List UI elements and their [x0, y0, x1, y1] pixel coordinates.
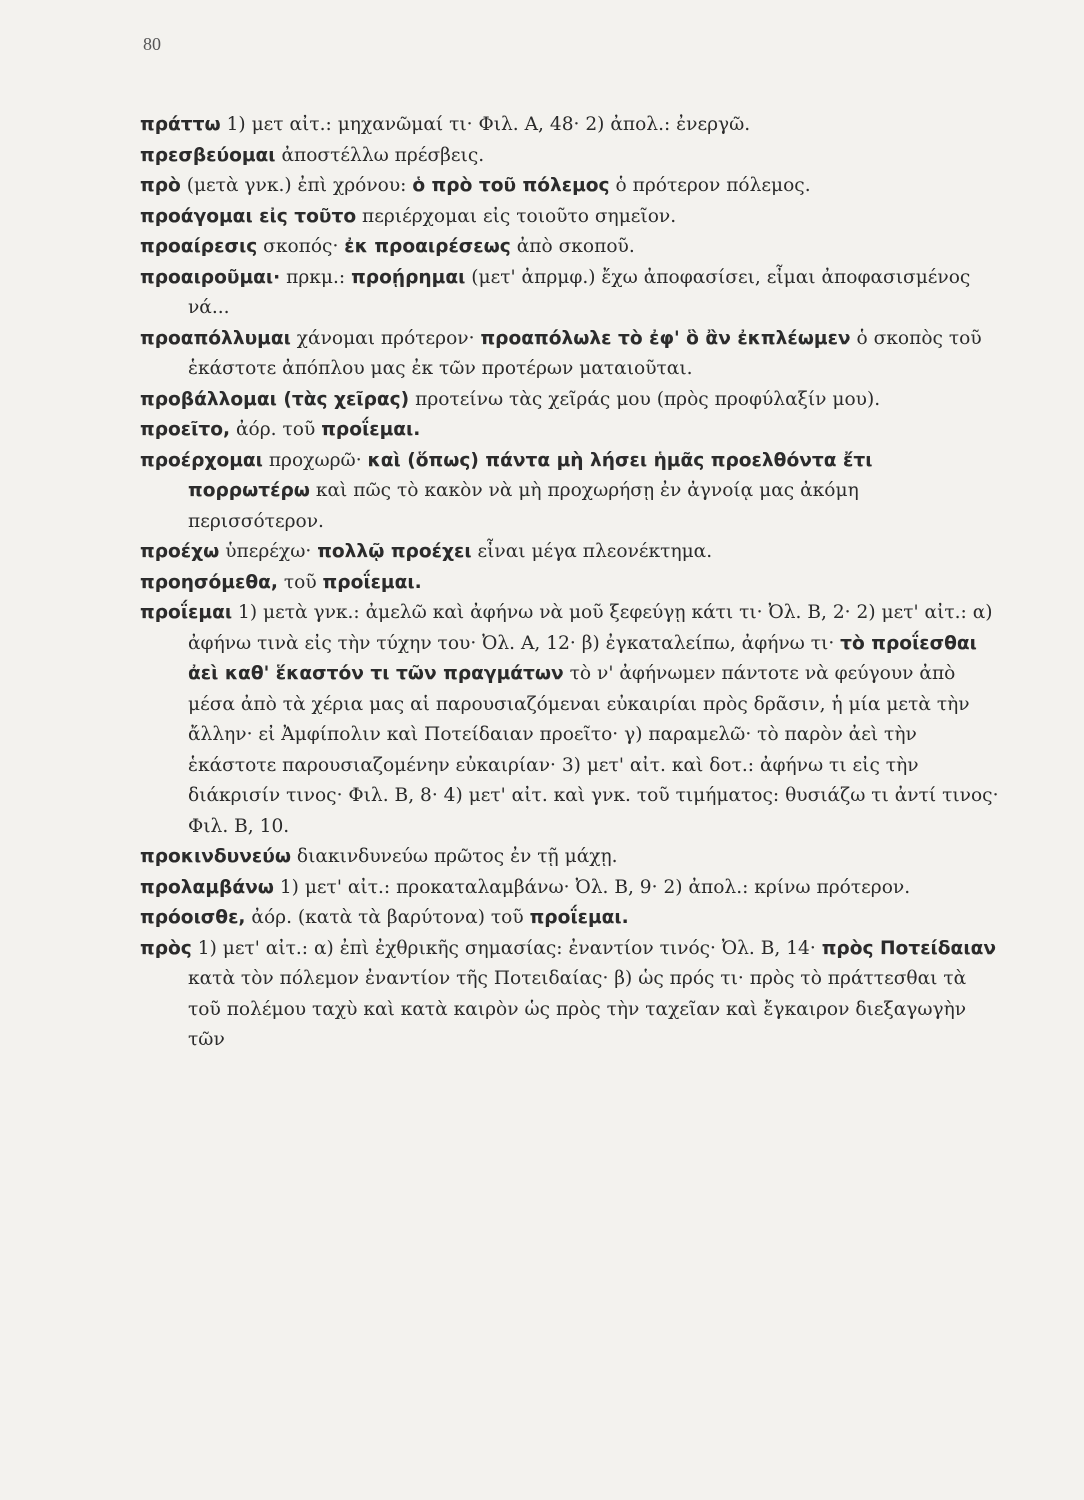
entry-gloss: καὶ πῶς τὸ κακὸν νὰ μὴ προχωρήσῃ ἐν ἀγνοίᾳ μας ἀκόμη περισσότερον.	[188, 480, 859, 532]
entry-bold-phrase: προΐεμαι.	[321, 419, 421, 440]
entry-headword: πρὸς	[140, 937, 192, 959]
page-number: 80	[143, 34, 161, 54]
entry-bold-phrase: προῄρημαι	[351, 266, 466, 288]
entry-bold-phrase: πρὸς Ποτείδαιαν	[821, 937, 997, 959]
entry-gloss: ὑπερέχω·	[219, 541, 318, 562]
dictionary-entry	[140, 446, 1000, 538]
entry-bold-phrase: ὁ πρὸ τοῦ πόλεμος	[412, 175, 610, 196]
entry-headword: προαπόλλυμαι	[140, 327, 291, 349]
entry-gloss: τοῦ	[277, 571, 323, 593]
entry-gloss: χάνομαι πρότερον·	[290, 327, 481, 349]
entry-gloss: ἀόρ. (κατὰ τὰ βαρύτονα) τοῦ	[245, 907, 530, 928]
entry-gloss: ἀποστέλλω πρέσβεις.	[275, 144, 485, 166]
entry-headword: προεῖτο,	[140, 419, 231, 440]
dictionary-entry	[140, 202, 1000, 233]
entry-bold-phrase: προΐεμαι.	[322, 571, 422, 593]
entry-headword: προκινδυνεύω	[140, 846, 291, 867]
dictionary-entry	[140, 842, 1000, 873]
entry-headword: προησόμεθα,	[140, 571, 278, 593]
entry-gloss: περιέρχομαι εἰς τοιοῦτο σημεῖον.	[356, 205, 677, 227]
entry-bold-phrase: καὶ (ὅπως) πάντα μὴ λήσει ἡμᾶς προελθόντα ἔτι πορρωτέρω	[188, 449, 873, 501]
entry-gloss: ὁ πρότερον πόλεμος.	[609, 175, 811, 196]
entry-gloss: σκοπός·	[257, 236, 345, 257]
dictionary-entry	[140, 873, 1000, 904]
entry-gloss: ἀπὸ σκοποῦ.	[510, 236, 635, 257]
entry-bold-phrase: πολλῷ προέχει	[317, 541, 472, 562]
dictionary-entry	[140, 903, 1000, 934]
entry-headword: προαίρεσις	[140, 236, 258, 257]
entry-headword: προαιροῦμαι·	[140, 266, 281, 288]
entry-headword: προβάλλομαι (τὰς χεῖρας)	[140, 388, 410, 410]
dictionary-entry	[140, 232, 1000, 263]
entry-headword: προΐεμαι	[140, 602, 233, 623]
dictionary-entry	[140, 934, 1000, 1056]
dictionary-entry	[140, 141, 1000, 172]
dictionary-entry	[140, 598, 1000, 842]
entry-gloss: (μετὰ γνκ.) ἐπὶ χρόνου:	[180, 175, 413, 196]
entry-gloss: εἶναι μέγα πλεονέκτημα.	[471, 541, 713, 562]
dictionary-entry	[140, 171, 1000, 202]
entry-gloss: προχωρῶ·	[262, 449, 368, 471]
entry-gloss: 1) μετ' αἰτ.: προκαταλαμβάνω· Ὀλ. Β, 9· 2) ἀπολ.: κρίνω πρότερον.	[273, 876, 911, 898]
dictionary-entries	[140, 110, 1000, 1056]
entry-bold-phrase: προαπόλωλε τὸ ἐφ' ὃ ἂν ἐκπλέωμεν	[480, 327, 851, 349]
dictionary-entry	[140, 324, 1000, 385]
dictionary-entry	[140, 415, 1000, 446]
entry-headword: προέχω	[140, 541, 220, 562]
entry-gloss: κατὰ τὸν πόλεμον ἐναντίον τῆς Ποτειδαίας· β) ὡς πρός τι· πρὸς τὸ πράττεσθαι τὰ τοῦ πολέμου ταχὺ καὶ κατὰ καιρὸν ὡς πρὸς τὴν ταχεῖαν καὶ ἔγκαιρον διεξαγωγὴν τῶν	[188, 968, 967, 1050]
entry-headword: πράττω	[140, 114, 221, 135]
entry-bold-phrase: προΐεμαι.	[529, 907, 629, 928]
entry-headword: πρεσβεύομαι	[140, 144, 276, 166]
entry-gloss: 1) μετ' αἰτ.: α) ἐπὶ ἐχθρικῆς σημασίας: ἐναντίον τινός· Ὀλ. Β, 14·	[191, 937, 822, 959]
dictionary-entry	[140, 263, 1000, 324]
dictionary-entry	[140, 385, 1000, 416]
entry-bold-phrase: ἐκ προαιρέσεως	[344, 236, 511, 257]
entry-headword: πρὸ	[140, 175, 181, 196]
entry-gloss: πρκμ.:	[280, 266, 352, 288]
entry-gloss: 1) μετὰ γνκ.: ἀμελῶ καὶ ἀφήνω νὰ μοῦ ξεφεύγῃ κάτι τι· Ὀλ. Β, 2· 2) μετ' αἰτ.: α) ἀφήνω τινὰ εἰς τὴν τύχην του· Ὀλ. Α, 12· β) ἐγκαταλείπω, ἀφήνω τι·	[188, 602, 993, 654]
entry-gloss: (μετ' ἀπρμφ.) ἔχω ἀποφασίσει, εἶμαι ἀποφασισμένος νά...	[188, 266, 971, 318]
entry-gloss: ἀόρ. τοῦ	[230, 419, 322, 440]
dictionary-entry	[140, 568, 1000, 599]
entry-bold-phrase: τὸ προΐεσθαι ἀεὶ καθ' ἕκαστόν τι τῶν πραγμάτων	[188, 632, 977, 684]
entry-headword: προέρχομαι	[140, 449, 263, 471]
entry-gloss: προτείνω τὰς χεῖράς μου (πρὸς προφύλαξίν μου).	[409, 388, 881, 410]
entry-gloss: τὸ ν' ἀφήνωμεν πάντοτε νὰ φεύγουν ἀπὸ μέσα ἀπὸ τὰ χέρια μας αἱ παρουσιαζόμεναι εὐκαιρίαι πρὸς δρᾶσιν, ἡ μία μετὰ τὴν ἄλλην· εἰ Ἀμφίπολιν καὶ Ποτείδαιαν προεῖτο· γ) παραμελῶ· τὸ παρὸν ἀεὶ τὴν ἑκάστοτε παρουσιαζομένην εὐκαιρίαν· 3) μετ' αἰτ. καὶ δοτ.: ἀφήνω τι εἰς τὴν διάκρισίν τινος· Φιλ. Β, 8· 4) μετ' αἰτ. καὶ γνκ. τοῦ τιμήματος: θυσιάζω τι ἀντί τινος· Φιλ. Β, 10.	[188, 663, 999, 837]
dictionary-entry	[140, 537, 1000, 568]
entry-gloss: 1) μετ αἰτ.: μηχανῶμαί τι· Φιλ. Α, 48· 2) ἀπολ.: ἐνεργῶ.	[220, 114, 751, 135]
entry-gloss: ὁ σκοπὸς τοῦ ἑκάστοτε ἀπόπλου μας ἐκ τῶν προτέρων ματαιοῦται.	[188, 327, 982, 379]
entry-headword: προλαμβάνω	[140, 876, 274, 898]
dictionary-entry	[140, 110, 1000, 141]
entry-gloss: διακινδυνεύω πρῶτος ἐν τῇ μάχῃ.	[290, 846, 618, 867]
entry-headword: προάγομαι εἰς τοῦτο	[140, 205, 357, 227]
entry-headword: πρόοισθε,	[140, 907, 246, 928]
